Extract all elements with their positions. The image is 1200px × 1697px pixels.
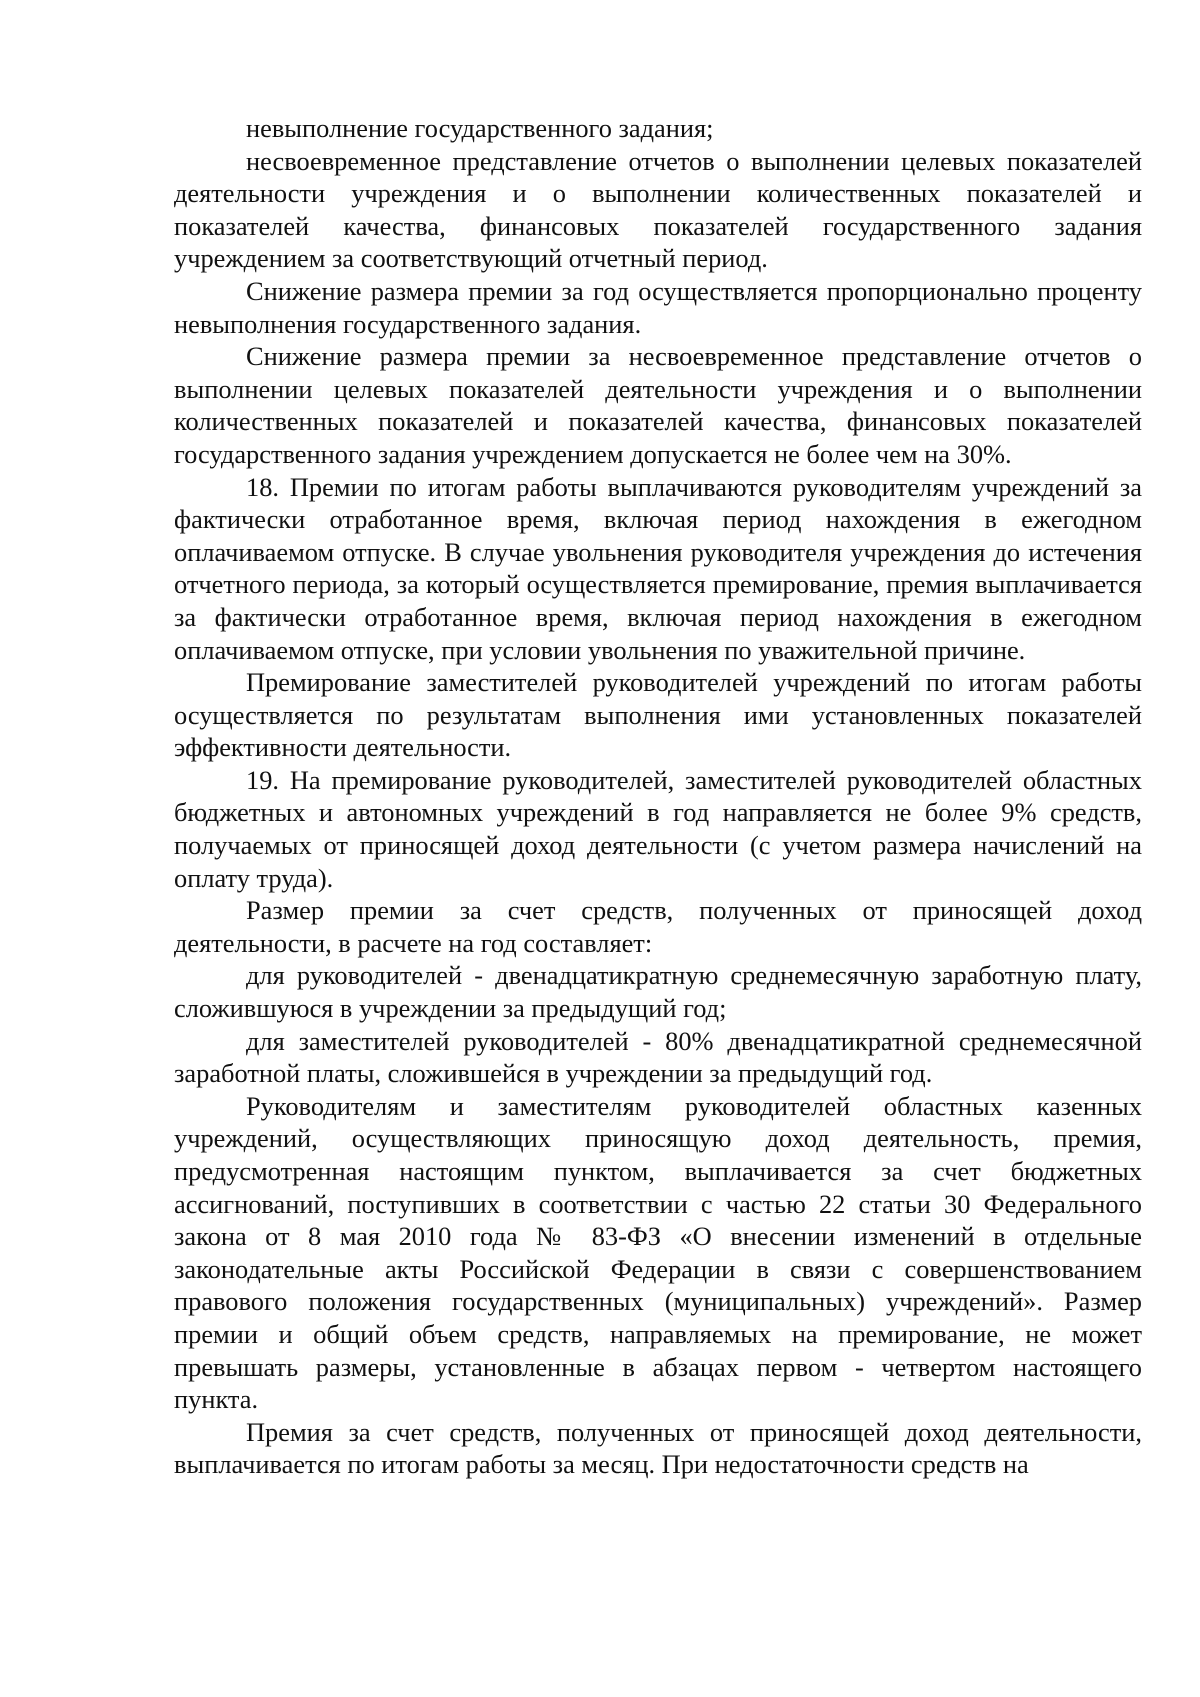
paragraph-annual-reduction: Снижение размера премии за год осуществляется пропорционально проценту невыполнения государственного задания.: [174, 275, 1142, 339]
paragraph-bonus-size: Размер премии за счет средств, полученных от приносящей доход деятельности, в расчете на год составляет:: [174, 895, 1142, 958]
paragraph-deputies-percent: для заместителей руководителей - 80% двенадцатикратной среднемесячной заработной платы, сложившейся в учреждении за предыдущий год.: [174, 1025, 1142, 1089]
paragraph-clause-19: 19. На премирование руководителей, заместителей руководителей областных бюджетных и автономных учреждений в год направляется не более 9% средств, получаемых от приносящей доход деятельности (с учетом размера начислений на оплату труда).: [174, 764, 1142, 893]
paragraph-clause-18: 18. Премии по итогам работы выплачиваются руководителям учреждений за фактически отработанное время, включая период нахождения в ежегодном оплачиваемом отпуске. В случае увольнения руководителя учреждения до истечения отчетного периода, за который осуществляется премирование, премия выплачивается за фактически отработанное время, включая период нахождения в ежегодном оплачиваемом отпуске, при условии увольнения по уважительной причине.: [174, 471, 1142, 665]
paragraph-late-reports-reduction: Снижение размера премии за несвоевременное представление отчетов о выполнении целевых показателей деятельности учреждения и о выполнении количественных показателей и показателей качества, финансовых показателей государственного задания учреждением допускается не более чем на 30%.: [174, 341, 1142, 469]
paragraph-heads-bonus: для руководителей - двенадцатикратную среднемесячную заработную плату, сложившуюся в учреждении за предыдущий год;: [174, 960, 1142, 1024]
paragraph-monthly-bonus: Премия за счет средств, полученных от приносящей доход деятельности, выплачивается по итогам работы за месяц. При недостаточности средств на: [174, 1416, 1142, 1480]
paragraph-deputies-bonus: Премирование заместителей руководителей учреждений по итогам работы осуществляется по результатам выполнения ими установленных показателей эффективности деятельности.: [174, 667, 1142, 763]
paragraph-state-institutions: Руководителям и заместителям руководителей областных казенных учреждений, осуществляющих приносящую доход деятельность, премия, предусмотренная настоящим пунктом, выплачивается за счет бюджетных ассигнований, поступивших в соответствии с частью 22 статьи 30 Федерального закона от 8 мая 2010 года № 83-ФЗ «О внесении изменений в отдельные законодательные акты Российской Федерации в связи с совершенствованием правового положения государственных (муниципальных) учреждений». Размер премии и общий объем средств, направляемых на премирование, не может превышать размеры, установленные в абзацах первом - четвертом настоящего пункта.: [174, 1090, 1142, 1415]
paragraph-nonfulfillment: невыполнение государственного задания;: [246, 113, 714, 143]
paragraph-late-reports: несвоевременное представление отчетов о выполнении целевых показателей деятельности учреждения и о выполнении количественных показателей и показателей качества, финансовых показателей государственного задания учреждением за соответствующий отчетный период.: [174, 145, 1142, 274]
document-body: [174, 112, 1142, 1481]
